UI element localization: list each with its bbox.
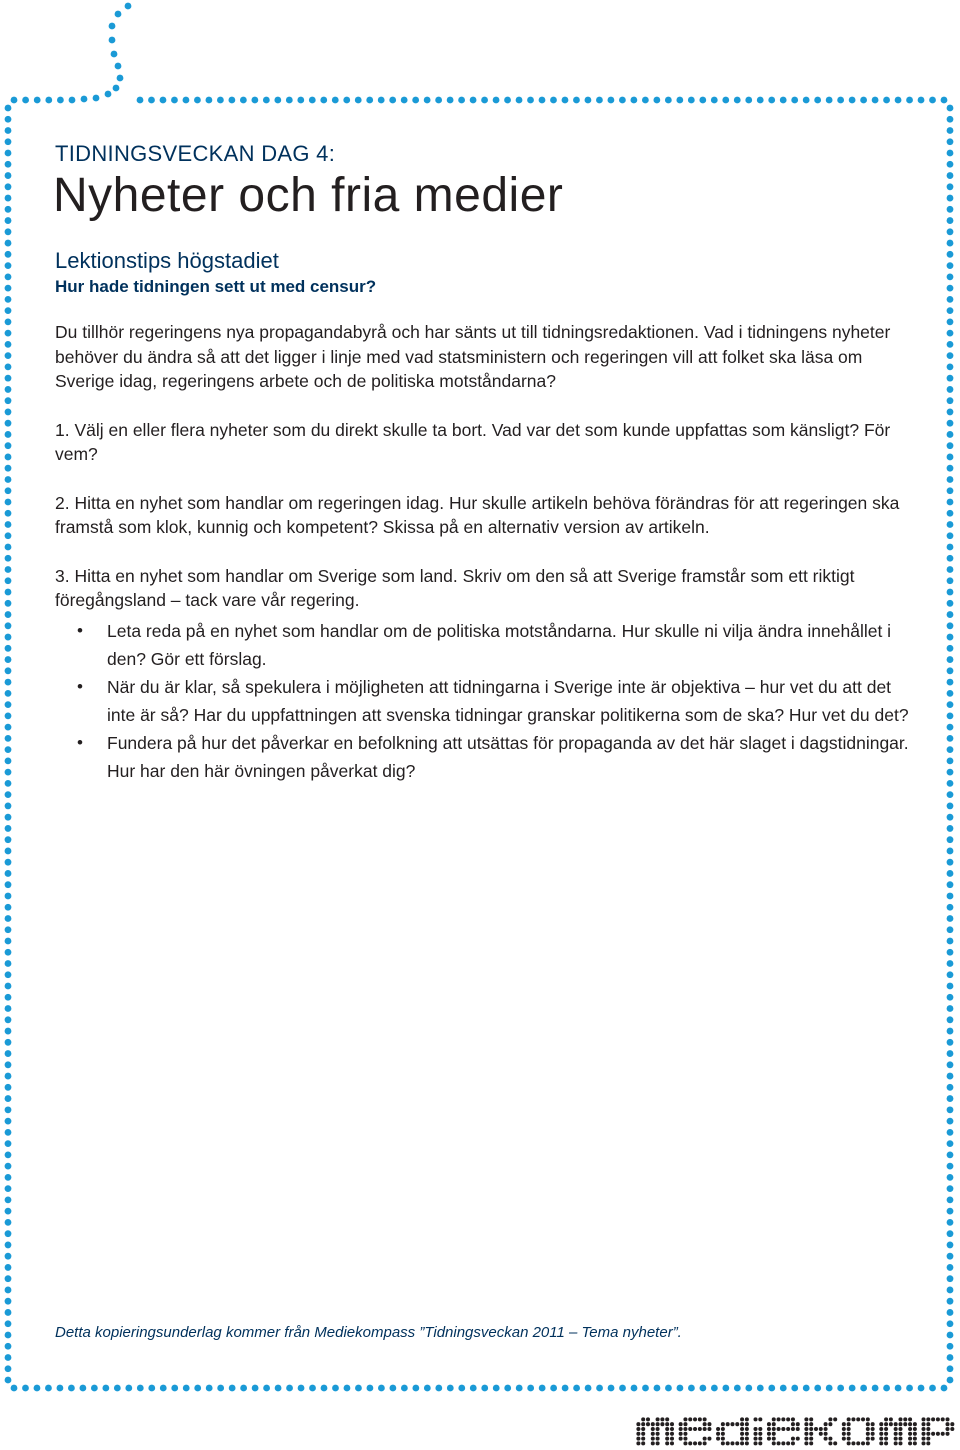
- lesson-subheading: Lektionstips högstadiet: [55, 248, 279, 273]
- task-3: 3. Hitta en nyhet som handlar om Sverige som land. Skriv om den så att Sverige framstår som ett riktigt föregångsland – tack vare vår regering.: [55, 565, 855, 610]
- task-2: 2. Hitta en nyhet som handlar om regeringen idag. Hur skulle artikeln behöva förändras för att regeringen ska framstå som klok, kunnig och kompetent? Skissa på en alternativ version av artikeln.: [55, 492, 900, 537]
- intro-paragraph: Du tillhör regeringens nya propagandabyrå och har sänts ut till tidningsredaktionen. Vad i tidningens nyheter behöver du ändra så att det ligger i linje med vad statsministern och regeringen vill att folket ska läsa om Sverige idag, regeringens arbete och de politiska motståndarna?: [55, 322, 891, 391]
- list-item: [55, 673, 915, 729]
- list-item: [55, 729, 915, 785]
- bullet-text: Leta reda på en nyhet som handlar om de politiska motståndarna. Hur skulle ni vilja ändra innehållet i den? Gör ett förslag.: [107, 620, 892, 669]
- mediekompass-logo: [636, 1414, 956, 1448]
- kicker-heading: TIDNINGSVECKAN DAG 4:: [55, 141, 336, 166]
- bullet-icon: •: [77, 676, 83, 696]
- lesson-question: Hur hade tidningen sett ut med censur?: [55, 277, 377, 296]
- bullet-icon: •: [77, 620, 83, 640]
- list-item: [55, 617, 915, 673]
- page-title: Nyheter och fria medier: [53, 169, 564, 222]
- bullet-list: [55, 617, 915, 785]
- bullet-text: Fundera på hur det påverkar en befolkning att utsättas för propaganda av det här slaget i dagstidningar. Hur har den här övningen påverkat dig?: [107, 732, 909, 781]
- worksheet-content: [55, 140, 915, 785]
- task-1: 1. Välj en eller flera nyheter som du direkt skulle ta bort. Vad var det som kunde uppfattas som känsligt? För vem?: [55, 419, 891, 464]
- bullet-icon: •: [77, 732, 83, 752]
- footer-note: Detta kopieringsunderlag kommer från Mediekompass ”Tidningsveckan 2011 – Tema nyheter”.: [55, 1324, 682, 1341]
- bullet-text: När du är klar, så spekulera i möjligheten att tidningarna i Sverige inte är objektiva – hur vet du att det inte är så? Har du uppfattningen att svenska tidningar granskar politikerna som de ska? Hur vet du det?: [107, 676, 909, 725]
